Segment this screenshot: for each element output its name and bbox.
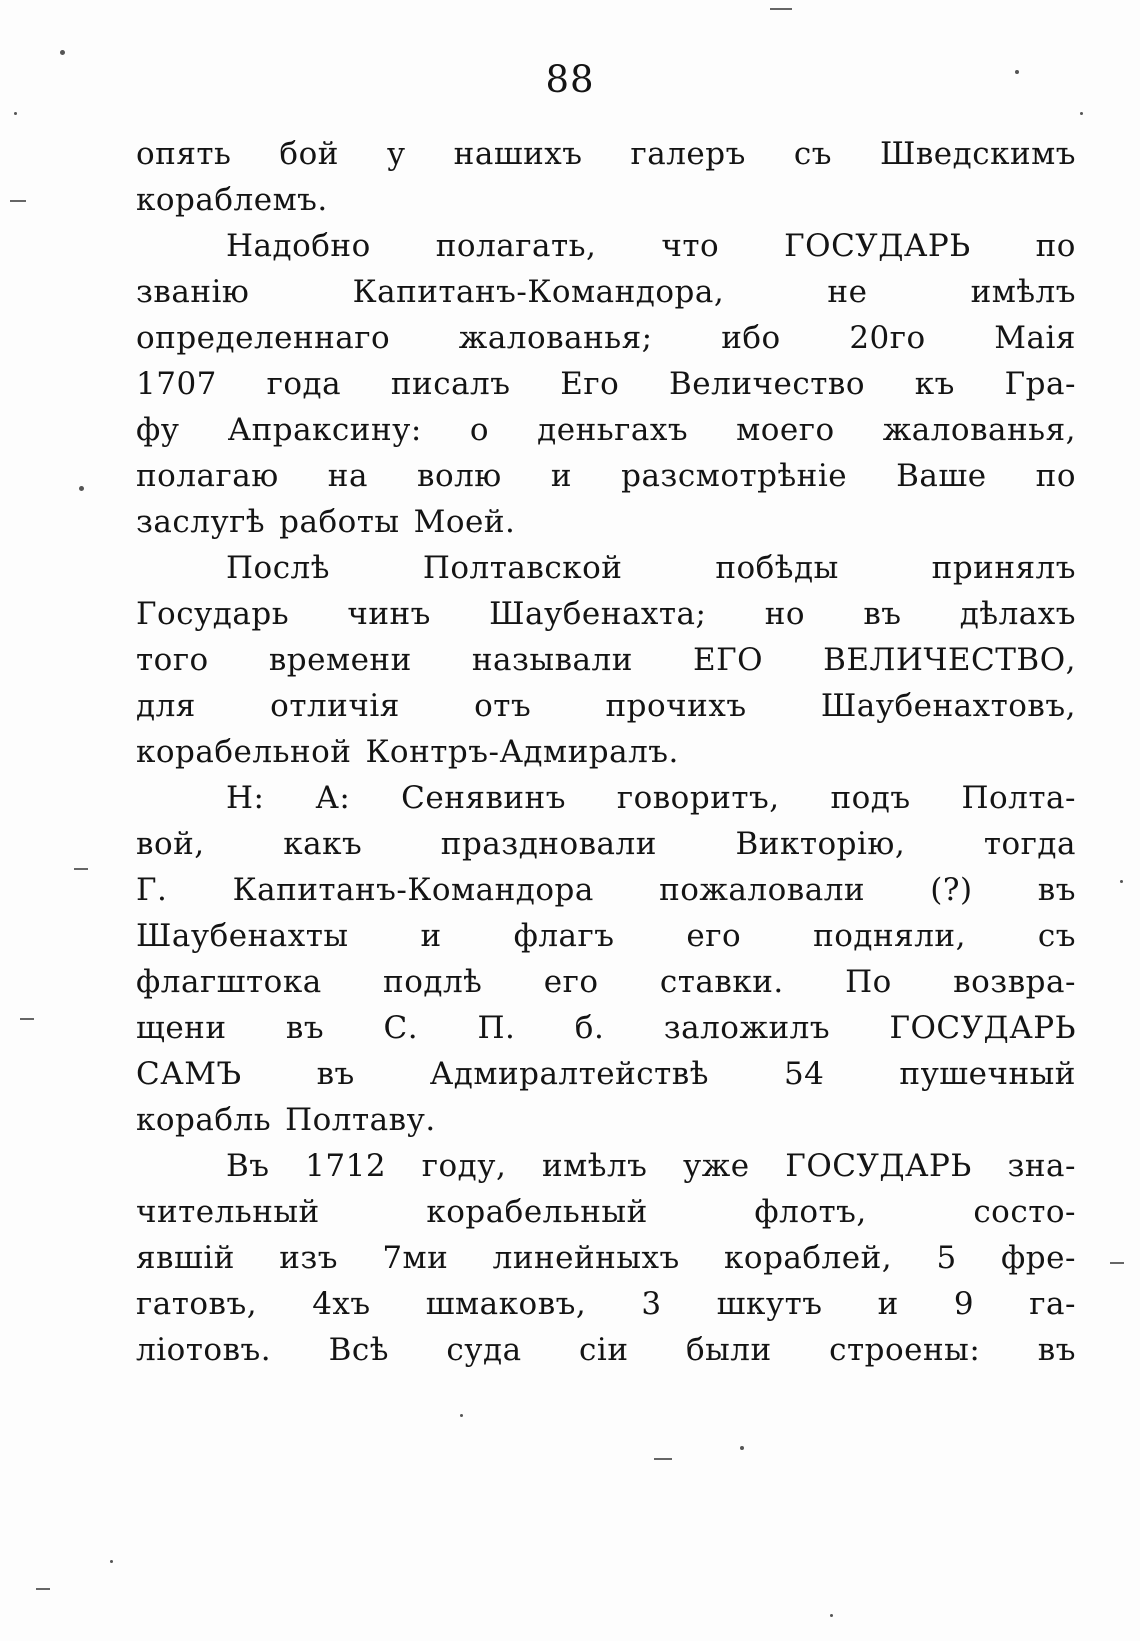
word: ГОСУДАРЬ bbox=[889, 1010, 1076, 1046]
word: моего bbox=[736, 412, 835, 448]
word: подъ bbox=[830, 780, 911, 816]
word: нашихъ bbox=[453, 136, 583, 172]
text-line bbox=[136, 1010, 1076, 1056]
word: Шведскимъ bbox=[879, 136, 1076, 172]
word: корабельный bbox=[426, 1194, 648, 1230]
word: Адмиралтействѣ bbox=[429, 1056, 709, 1092]
word: корабельной bbox=[136, 734, 352, 770]
text-line bbox=[136, 1056, 1076, 1102]
word: сіи bbox=[579, 1332, 629, 1368]
word: прочихъ bbox=[605, 688, 747, 724]
scan-mark bbox=[36, 1588, 50, 1590]
word: флагштока bbox=[136, 964, 322, 1000]
word: Полтавской bbox=[422, 550, 623, 586]
word: га- bbox=[1029, 1286, 1076, 1322]
word: Всѣ bbox=[328, 1332, 389, 1368]
word: его bbox=[686, 918, 742, 954]
word: С. bbox=[383, 1010, 419, 1046]
text-line bbox=[136, 780, 1076, 826]
word: пушечный bbox=[899, 1056, 1076, 1092]
word: САМЪ bbox=[136, 1056, 242, 1092]
word: по bbox=[1035, 228, 1076, 264]
word: говоритъ, bbox=[616, 780, 780, 816]
word: по bbox=[1035, 458, 1076, 494]
word: возвра- bbox=[953, 964, 1076, 1000]
word: 20го bbox=[849, 320, 926, 356]
text-line bbox=[136, 182, 1076, 228]
word: Викторію, bbox=[735, 826, 906, 862]
word: линейныхъ bbox=[492, 1240, 680, 1276]
word: 5 bbox=[936, 1240, 957, 1276]
word: на bbox=[327, 458, 368, 494]
word: въ bbox=[316, 1056, 355, 1092]
scan-speck bbox=[110, 1560, 113, 1563]
text-line bbox=[136, 550, 1076, 596]
word: разсмотрѣніе bbox=[621, 458, 848, 494]
word: (?) bbox=[930, 872, 973, 908]
scan-speck bbox=[79, 486, 84, 491]
word: явшій bbox=[136, 1240, 235, 1276]
word: определеннаго bbox=[136, 320, 391, 356]
word: полагать, bbox=[435, 228, 597, 264]
word: о bbox=[469, 412, 490, 448]
word: чинъ bbox=[347, 596, 431, 632]
word: имѣлъ bbox=[541, 1148, 648, 1184]
word: Н: bbox=[226, 780, 265, 816]
scan-speck bbox=[1080, 112, 1083, 115]
word: праздновали bbox=[440, 826, 657, 862]
word: опять bbox=[136, 136, 232, 172]
word: А: bbox=[315, 780, 351, 816]
word: времени bbox=[268, 642, 412, 678]
word: въ bbox=[285, 1010, 325, 1046]
word: шмаковъ, bbox=[425, 1286, 587, 1322]
text-line bbox=[136, 458, 1076, 504]
word: суда bbox=[446, 1332, 522, 1368]
text-line bbox=[136, 1194, 1076, 1240]
text-line bbox=[136, 688, 1076, 734]
word: для bbox=[136, 688, 196, 724]
text-line bbox=[136, 366, 1076, 412]
word: заложилъ bbox=[663, 1010, 831, 1046]
word: полагаю bbox=[136, 458, 279, 494]
word: флагъ bbox=[513, 918, 615, 954]
word: но bbox=[764, 596, 806, 632]
word: волю bbox=[417, 458, 502, 494]
word: заслугѣ bbox=[136, 504, 266, 540]
scan-speck bbox=[14, 112, 17, 115]
word: зна- bbox=[1007, 1148, 1076, 1184]
word: къ bbox=[914, 366, 955, 402]
word: отличія bbox=[270, 688, 400, 724]
word: 9 bbox=[953, 1286, 975, 1322]
word: писалъ bbox=[390, 366, 511, 402]
word: По bbox=[845, 964, 892, 1000]
page-text bbox=[136, 136, 1076, 1378]
word: Шаубенахта; bbox=[489, 596, 707, 632]
word: какъ bbox=[283, 826, 363, 862]
page-number: 88 bbox=[545, 58, 595, 101]
text-line bbox=[136, 642, 1076, 688]
word: чительный bbox=[136, 1194, 320, 1230]
word: Шаубенахты bbox=[136, 918, 349, 954]
word: году, bbox=[421, 1148, 507, 1184]
word: дѣлахъ bbox=[959, 596, 1076, 632]
word: и bbox=[420, 918, 442, 954]
word: въ bbox=[1037, 872, 1076, 908]
word: Надобно bbox=[226, 228, 371, 264]
scan-mark bbox=[770, 8, 792, 10]
word: вой, bbox=[136, 826, 205, 862]
text-line bbox=[136, 320, 1076, 366]
word: галеръ bbox=[630, 136, 746, 172]
word: Апраксину: bbox=[227, 412, 422, 448]
word: его bbox=[543, 964, 599, 1000]
word: 4хъ bbox=[312, 1286, 371, 1322]
word: Капитанъ-Командора bbox=[232, 872, 594, 908]
word: Моей. bbox=[413, 504, 516, 540]
scan-speck bbox=[60, 50, 65, 55]
word: у bbox=[386, 136, 406, 172]
word: Капитанъ-Командора, bbox=[352, 274, 725, 310]
word: жалованья; bbox=[458, 320, 653, 356]
word: б. bbox=[574, 1010, 605, 1046]
word: ЕГО bbox=[692, 642, 764, 678]
word: Величество bbox=[669, 366, 865, 402]
word: званію bbox=[136, 274, 250, 310]
word: Гра- bbox=[1004, 366, 1076, 402]
text-line bbox=[136, 1332, 1076, 1378]
word: жалованья, bbox=[882, 412, 1076, 448]
scan-speck bbox=[1120, 880, 1123, 883]
word: подлѣ bbox=[383, 964, 483, 1000]
word: П. bbox=[477, 1010, 516, 1046]
word: работы bbox=[279, 504, 400, 540]
word: кораблемъ. bbox=[136, 182, 328, 218]
word: 1712 bbox=[305, 1148, 387, 1184]
word: ибо bbox=[721, 320, 781, 356]
word: уже bbox=[683, 1148, 750, 1184]
word: Шаубенахтовъ, bbox=[820, 688, 1076, 724]
word: Г. bbox=[136, 872, 168, 908]
word: гатовъ, bbox=[136, 1286, 258, 1322]
word: пожаловали bbox=[659, 872, 866, 908]
text-line bbox=[136, 1240, 1076, 1286]
word: ВЕЛИЧЕСТВО, bbox=[823, 642, 1076, 678]
word: шкутъ bbox=[716, 1286, 823, 1322]
scan-mark bbox=[654, 1458, 672, 1460]
word: принялъ bbox=[931, 550, 1076, 586]
text-line bbox=[136, 596, 1076, 642]
word: въ bbox=[863, 596, 902, 632]
word: Сенявинъ bbox=[401, 780, 566, 816]
word: бой bbox=[279, 136, 339, 172]
word: Государь bbox=[136, 596, 290, 632]
scan-speck bbox=[1015, 70, 1019, 74]
text-line bbox=[136, 826, 1076, 872]
scan-mark bbox=[10, 200, 26, 202]
word: того bbox=[136, 642, 209, 678]
word: въ bbox=[1037, 1332, 1076, 1368]
word: ГОСУДАРЬ bbox=[784, 228, 971, 264]
word: имѣлъ bbox=[970, 274, 1076, 310]
word: Въ bbox=[226, 1148, 270, 1184]
word: и bbox=[877, 1286, 899, 1322]
word: отъ bbox=[474, 688, 532, 724]
word: тогда bbox=[983, 826, 1076, 862]
text-line bbox=[136, 964, 1076, 1010]
word: Контръ-Адмиралъ. bbox=[365, 734, 679, 770]
word: щени bbox=[136, 1010, 227, 1046]
word: корабль bbox=[136, 1102, 272, 1138]
word: съ bbox=[1037, 918, 1076, 954]
scan-speck bbox=[460, 1414, 463, 1417]
word: ставки. bbox=[659, 964, 784, 1000]
word: состо- bbox=[973, 1194, 1076, 1230]
word: называли bbox=[471, 642, 633, 678]
word: ГОСУДАРЬ bbox=[785, 1148, 972, 1184]
text-line bbox=[136, 274, 1076, 320]
scan-mark bbox=[20, 1018, 34, 1020]
word: фу bbox=[136, 412, 180, 448]
word: Полта- bbox=[961, 780, 1076, 816]
word: не bbox=[827, 274, 868, 310]
word: Полтаву. bbox=[285, 1102, 436, 1138]
word: что bbox=[661, 228, 720, 264]
text-line bbox=[136, 918, 1076, 964]
word: и bbox=[550, 458, 573, 494]
text-line bbox=[136, 1148, 1076, 1194]
word: 7ми bbox=[382, 1240, 449, 1276]
word: Послѣ bbox=[226, 550, 330, 586]
word: были bbox=[685, 1332, 772, 1368]
word: Ваше bbox=[896, 458, 987, 494]
word: побѣды bbox=[715, 550, 839, 586]
text-line bbox=[136, 1102, 1076, 1148]
word: 1707 bbox=[136, 366, 217, 402]
text-line bbox=[136, 1286, 1076, 1332]
scan-mark bbox=[1110, 1262, 1124, 1264]
text-line bbox=[136, 504, 1076, 550]
word: строены: bbox=[829, 1332, 981, 1368]
word: Маія bbox=[994, 320, 1076, 356]
word: фре- bbox=[1000, 1240, 1076, 1276]
text-line bbox=[136, 872, 1076, 918]
scan-mark bbox=[74, 868, 88, 870]
text-line bbox=[136, 228, 1076, 274]
text-line bbox=[136, 734, 1076, 780]
word: съ bbox=[793, 136, 832, 172]
text-line bbox=[136, 136, 1076, 182]
word: кораблей, bbox=[724, 1240, 893, 1276]
word: ліотовъ. bbox=[136, 1332, 272, 1368]
word: деньгахъ bbox=[537, 412, 689, 448]
word: Его bbox=[560, 366, 620, 402]
text-line bbox=[136, 412, 1076, 458]
word: флотъ, bbox=[754, 1194, 867, 1230]
scan-speck bbox=[740, 1446, 744, 1450]
word: 54 bbox=[783, 1056, 825, 1092]
word: изъ bbox=[279, 1240, 339, 1276]
word: года bbox=[266, 366, 342, 402]
word: подняли, bbox=[813, 918, 966, 954]
word: 3 bbox=[641, 1286, 662, 1322]
scan-speck bbox=[830, 1614, 833, 1617]
